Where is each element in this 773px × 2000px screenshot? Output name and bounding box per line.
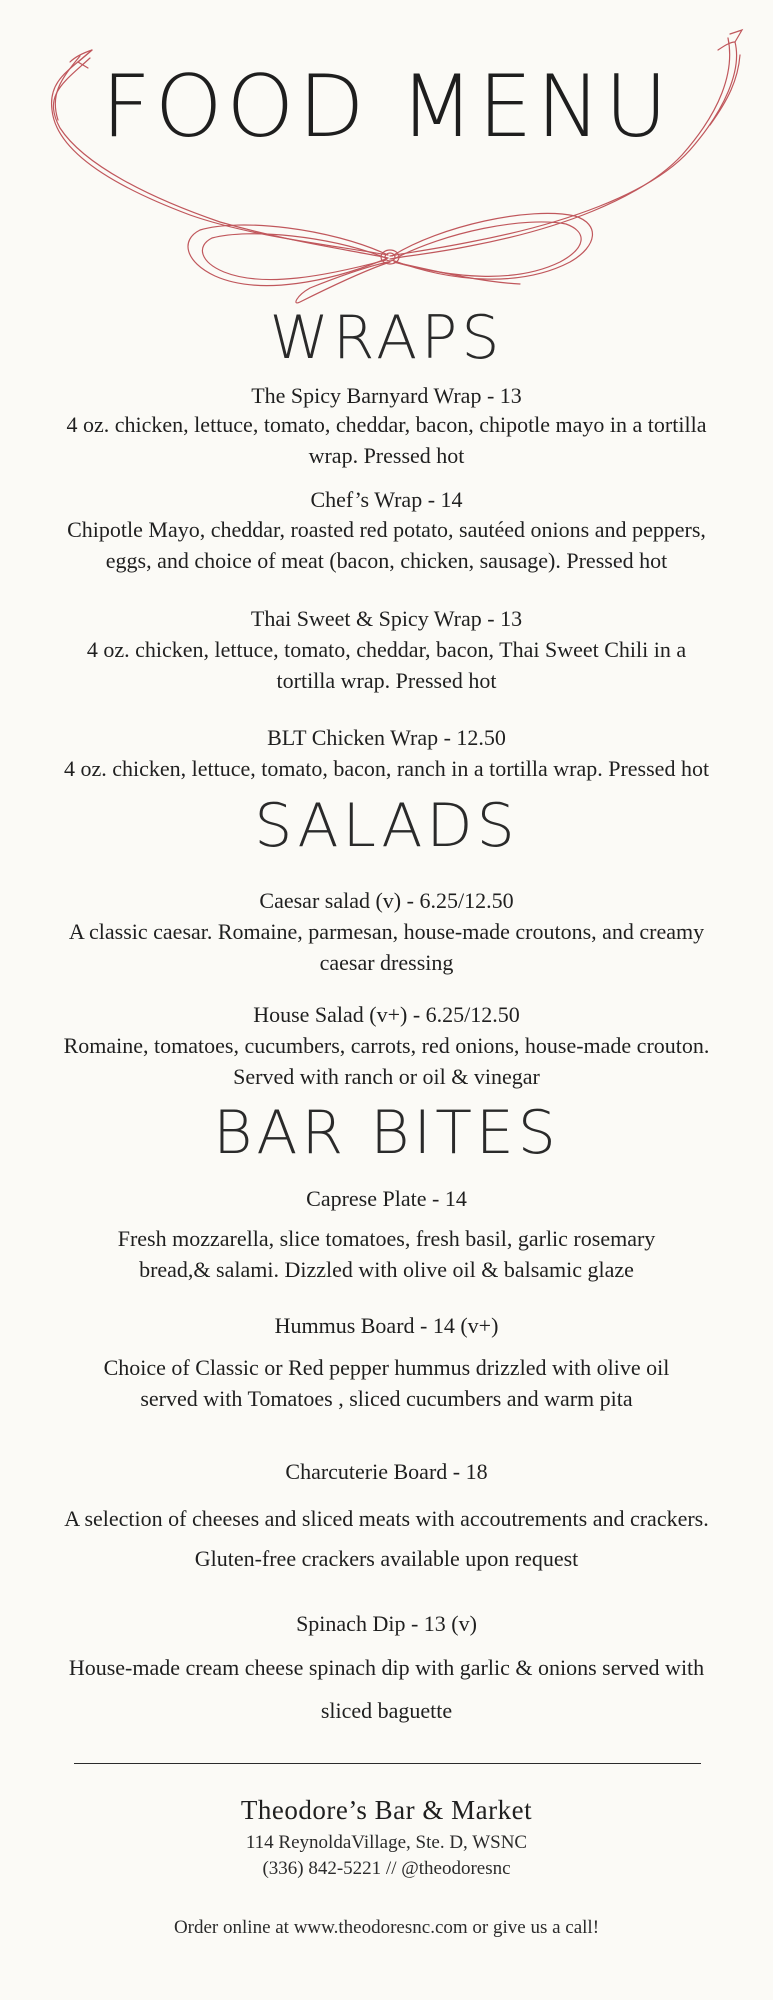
menu-title: FOOD MENU bbox=[101, 57, 672, 157]
item-name: BLT Chicken Wrap - 12.50 bbox=[267, 725, 506, 750]
item-name: Spinach Dip - 13 (v) bbox=[296, 1611, 477, 1636]
item-description: Chipotle Mayo, cheddar, roasted red potato, sautéed onions and peppers, bbox=[67, 517, 706, 542]
item-description: caesar dressing bbox=[319, 950, 454, 975]
item-description: served with Tomatoes , sliced cucumbers and warm pita bbox=[140, 1386, 633, 1411]
item-description: Fresh mozzarella, slice tomatoes, fresh basil, garlic rosemary bbox=[117, 1226, 656, 1251]
section-title-salads: SALADS bbox=[254, 791, 519, 861]
order-online-note: Order online at www.theodoresnc.com or give us a call! bbox=[173, 1917, 600, 1938]
item-description: Romaine, tomatoes, cucumbers, carrots, red onions, house-made crouton. bbox=[63, 1033, 710, 1058]
item-description: 4 oz. chicken, lettuce, tomato, bacon, ranch in a tortilla wrap. Pressed hot bbox=[63, 756, 710, 781]
item-description: Choice of Classic or Red pepper hummus drizzled with olive oil bbox=[103, 1355, 670, 1380]
item-description: wrap. Pressed hot bbox=[308, 443, 465, 468]
item-name: The Spicy Barnyard Wrap - 13 bbox=[251, 383, 522, 408]
item-name: House Salad (v+) - 6.25/12.50 bbox=[253, 1002, 520, 1027]
section-title-wraps: WRAPS bbox=[269, 303, 504, 373]
item-description: House-made cream cheese spinach dip with garlic & onions served with bbox=[68, 1655, 705, 1680]
item-name: Thai Sweet & Spicy Wrap - 13 bbox=[250, 606, 523, 631]
item-description: Served with ranch or oil & vinegar bbox=[233, 1064, 540, 1089]
item-description: A selection of cheeses and sliced meats with accoutrements and crackers. bbox=[64, 1506, 709, 1531]
item-description: sliced baguette bbox=[320, 1698, 453, 1723]
section-title-bar-bites: BAR BITES bbox=[213, 1098, 560, 1168]
item-description: Gluten-free crackers available upon request bbox=[194, 1546, 579, 1571]
item-description: 4 oz. chicken, lettuce, tomato, cheddar, bacon, chipotle mayo in a tortilla bbox=[66, 412, 707, 437]
item-description: tortilla wrap. Pressed hot bbox=[276, 668, 497, 693]
footer-divider bbox=[74, 1763, 701, 1764]
restaurant-name: Theodore’s Bar & Market bbox=[240, 1795, 533, 1825]
item-description: 4 oz. chicken, lettuce, tomato, cheddar, bacon, Thai Sweet Chili in a bbox=[86, 637, 687, 662]
item-name: Charcuterie Board - 18 bbox=[285, 1459, 488, 1484]
restaurant-contact: (336) 842-5221 // @theodoresnc bbox=[262, 1858, 511, 1879]
item-description: A classic caesar. Romaine, parmesan, house-made croutons, and creamy bbox=[68, 919, 705, 944]
restaurant-address: 114 ReynoldaVillage, Ste. D, WSNC bbox=[245, 1832, 528, 1853]
item-name: Caprese Plate - 14 bbox=[306, 1186, 467, 1211]
item-name: Hummus Board - 14 (v+) bbox=[274, 1313, 499, 1338]
item-description: eggs, and choice of meat (bacon, chicken, sausage). Pressed hot bbox=[105, 548, 668, 573]
item-name: Chef’s Wrap - 14 bbox=[310, 487, 463, 512]
item-description: bread,& salami. Dizzled with olive oil & balsamic glaze bbox=[139, 1257, 634, 1282]
item-name: Caesar salad (v) - 6.25/12.50 bbox=[259, 888, 514, 913]
